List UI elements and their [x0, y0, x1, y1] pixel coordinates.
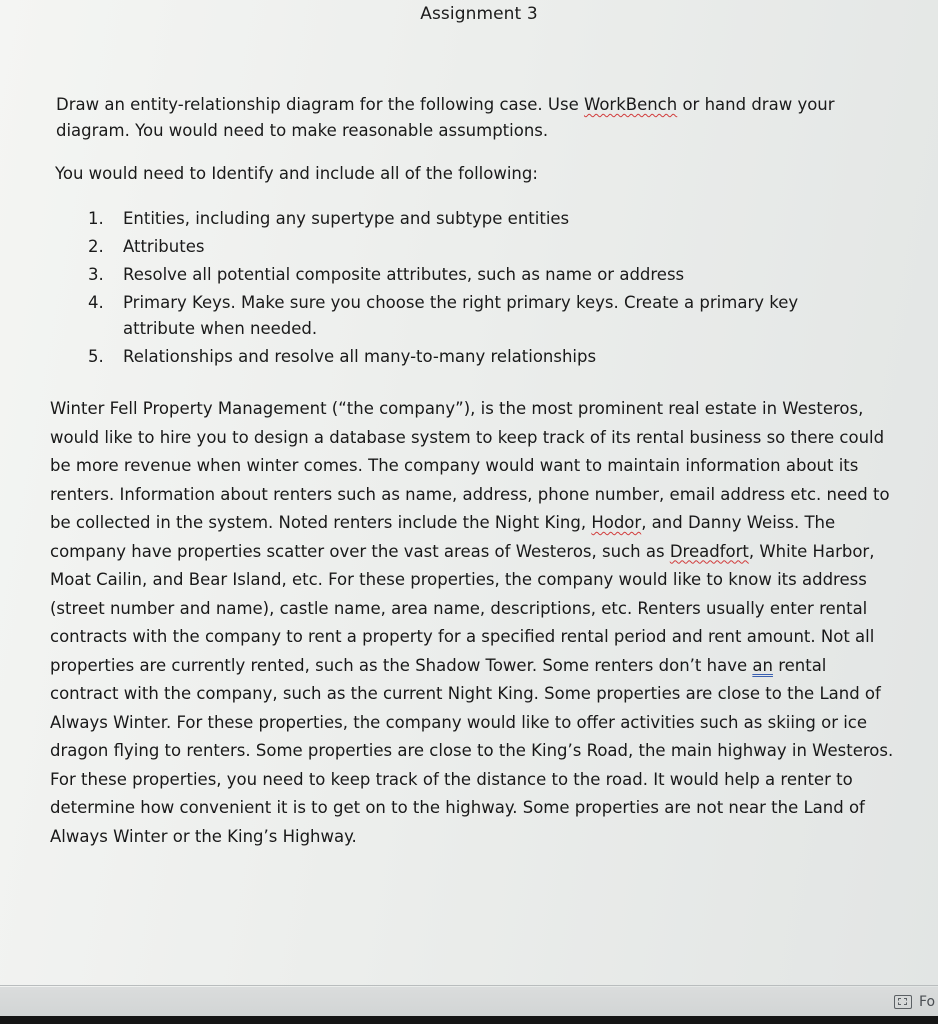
list-item-text: Primary Keys. Make sure you choose the right primary keys. Create a primary key attribute when needed. [123, 293, 799, 338]
case-text-part: rental contract with the company, such as the current Night King. Some properties are close to the Land of Always Winter. For these properties, the company would like to offer activities such as skiing or ice dragon flying to renters. Some properties are close to the King’s Road, the main highway in Westeros. For these properties, you need to keep track of the distance to the road. It would help a renter to determine how convenient it is to get on to the highway. Some properties are not near the Land of Always Winter or the King’s Highway. [50, 655, 894, 846]
case-text-flagged-word: Hodor [591, 513, 642, 532]
list-item-number: 5. [88, 347, 104, 366]
requirements-lead: You would need to Identify and include all of the following: [55, 164, 538, 183]
list-item-number: 4. [88, 293, 104, 312]
list-item [88, 344, 848, 370]
case-text-part: Winter Fell Property Management (“the company”), is the most prominent real estate in Westeros, would like to hire you to design a database system to keep track of its rental business so there could be more revenue when winter comes. The company would want to maintain information about its renters. Information about renters such as name, address, phone number, email address etc. need to be collected in the system. Noted renters include the Night King, [50, 399, 890, 532]
case-text-part: , and Danny Weiss. The company have properties scatter over the vast areas of Westeros, such as [50, 513, 836, 561]
focus-mode-icon[interactable] [894, 995, 912, 1009]
list-item-number: 2. [88, 237, 104, 256]
status-divider [0, 985, 938, 986]
case-description [50, 395, 900, 851]
list-item [88, 206, 848, 232]
list-item [88, 234, 848, 260]
focus-mode-label[interactable]: Fo [919, 994, 936, 1010]
status-bar [0, 988, 938, 1016]
screen-bezel [0, 1016, 938, 1024]
list-item-text: Entities, including any supertype and subtype entities [123, 209, 570, 228]
list-item [88, 262, 848, 288]
list-item-number: 3. [88, 265, 104, 284]
list-item-text: Attributes [123, 237, 205, 256]
list-item-text: Relationships and resolve all many-to-many relationships [123, 347, 597, 366]
case-text-flagged-word: Dreadfort [669, 541, 749, 561]
case-text-part: , White Harbor, Moat Cailin, and Bear Island, etc. For these properties, the company would like to know its address (street number and name), castle name, area name, descriptions, etc. Renters usually enter rental contracts with the company to rent a property for a specified rental period and rent amount. Not all properties are currently rented, such as the Shadow Tower. Some renters don’t have [50, 541, 875, 675]
case-text-grammar-flag: an [752, 655, 773, 675]
intro-tool-name: WorkBench [583, 95, 678, 114]
list-item-number: 1. [88, 209, 104, 228]
list-item [88, 290, 848, 342]
intro-text-start: Draw an entity-relationship diagram for the following case. Use [56, 95, 584, 114]
list-item-text: Resolve all potential composite attributes, such as name or address [123, 265, 685, 284]
intro-text-end: or hand draw your diagram. You would need to make reasonable assumptions. [56, 95, 835, 140]
document-title: Assignment 3 [420, 4, 538, 24]
requirements-list [88, 206, 848, 372]
intro-paragraph [56, 92, 896, 144]
